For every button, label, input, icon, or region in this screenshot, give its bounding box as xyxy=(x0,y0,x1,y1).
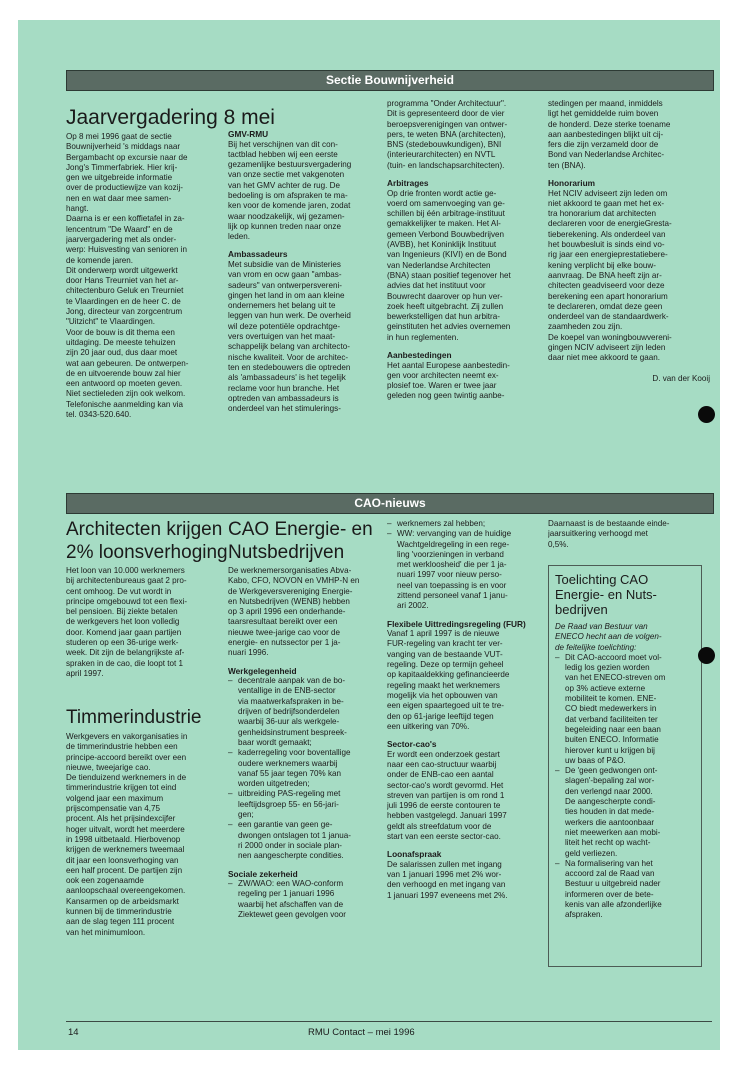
column-cao-4 xyxy=(548,519,710,559)
paragraph-ambassadeurs: Met subsidie van de Ministeries van vrom en ocw gaan "ambas- sadeurs" van ontwerpersvereni- gingen het land in om aan kleine ondernemers het belang uit te leggen van hun werk. De overheid wil deze potentiële opdrachtge- vers overtuigen van het maat- schappelijk belang van architecto- nische kwaliteit. Voor de architec- ten en stedebouwers die optreden als 'ambassadeurs' is het tegelijk reclame voor hun branche. Het optreden van ambassadeurs is onderdeel van het stimulerings- xyxy=(228,259,351,414)
headline-jaarvergadering: Jaarvergadering 8 mei xyxy=(66,106,275,129)
list-werkgelegenheid xyxy=(228,676,388,861)
paragraph-timmerindustrie: Werkgevers en vakorganisaties in de timmerindustrie hebben een principe-accoord bereikt over een nieuwe, tweejarige cao. De tienduizend werknemers in de timmerindustrie krijgen tot eind volgend jaar een maximum prijscompensatie van 4,75 procent. Als het prijsindexcijfer hoger uitvalt, wordt het meerdere in 1998 uitbetaald. Hierbovenop krijgen de werknemers tweemaal dit jaar een loonsverhoging van een half procent. De partijen zijn ook een zogenaamde aanloopschaal overeengekomen. Kansarmen op de arbeidsmarkt kunnen bij de timmerindustrie aan de slag tegen 111 procent van het minimumloon. xyxy=(66,732,188,937)
author-signature: D. van der Kooij xyxy=(652,373,710,383)
paragraph-cao-energie: De werknemersorganisaties Abva- Kabo, CFO, NOVON en VMHP-N en de Werkgeversvereniging Energie- en Nutsbedrijven (WENB) hebben op 3 april 1996 een onderhande- taarsresultaat bereikt over een nieuwe twee-jarige cao voor de energie- en nutssector per 1 ja- nuari 1996. xyxy=(228,566,360,658)
paragraph-architecten: Het loon van 10.000 werknemers bij architectenbureaus gaat 2 pro- cent omhoog. De vut wordt in principe omgebouwd tot een flexi- bel pensioen. Bij ziekte betalen de werkgevers het loon volledig door. Komend jaar gaan partijen studeren op een 36-urige werk- week. Dit zijn de belangrijkste af- spraken in de cao, die loopt tot 1 april 1997. xyxy=(66,566,188,678)
subheading-gmv-rmu: GMV-RMU xyxy=(228,129,269,139)
magazine-page xyxy=(18,20,720,1050)
list-item: – Na formalisering van het accoord zal de Raad van Bestuur u uitgebreid nader informeren over de bete- kenis van alle afzonderlijke afspraken. xyxy=(555,859,697,921)
column-cao-energie xyxy=(228,566,388,972)
paragraph-fur: Vanaf 1 april 1997 is de nieuwe FUR-regeling van kracht ter ver- vanging van de bestaande VUT- regeling. Deze op termijn geheel op kapitaaldekking gefinancieerde regeling maakt het werknemers mogelijk via het opbouwen van een eigen spaartegoed uit te tre- den op 61-jarige leeftijd tegen een uitkering van 70%. xyxy=(387,629,510,731)
sidebar-box-toelichting xyxy=(548,565,702,967)
list-item: – werknemers zal hebben; xyxy=(387,519,547,529)
list-sociale-zekerheid-cont xyxy=(387,519,547,612)
subheading-arbitrages: Arbitrages xyxy=(387,178,429,189)
subheading-fur: Flexibele Uittredingsregeling (FUR) xyxy=(387,618,526,629)
box-list xyxy=(555,653,697,921)
paragraph-loonafspraak: De salarissen zullen met ingang van 1 januari 1996 met 2% wor- den verhoogd en met ingang van 1 januari 1997 eveneens met 2%. xyxy=(387,859,508,900)
section-banner-cao-nieuws: CAO-nieuws xyxy=(66,493,714,514)
paragraph-aanbestedingen: Het aantal Europese aanbestedin- gen voor architecten neemt ex- plosief toe. Waren er twee jaar geleden nog geen twintig aanbe- xyxy=(387,360,510,401)
column-1 xyxy=(66,132,222,477)
publication-name: RMU Contact – mei 1996 xyxy=(308,1027,415,1038)
subheading-sociale-zekerheid: Sociale zekerheid xyxy=(228,868,298,879)
headline-architecten: Architecten krijgen 2% loonsverhoging xyxy=(66,519,228,563)
footer-rule xyxy=(66,1021,712,1022)
subheading-aanbestedingen: Aanbestedingen xyxy=(387,350,452,361)
column-2 xyxy=(228,129,386,487)
section-banner-bouwnijverheid: Sectie Bouwnijverheid xyxy=(66,70,714,91)
list-item: – Dit CAO-accoord moet vol- ledig los gezien worden van het ENECO-streven om op 3% actieve externe mobiliteit te komen. ENE- CO biedt medewerkers in dat verband faciliteiten ter begeleiding naar een baan buiten ENECO. Informatie hierover kunt u krijgen bij uw baas of P&O. xyxy=(555,653,697,766)
column-4 xyxy=(548,99,710,487)
column-3 xyxy=(387,99,545,487)
list-item: – een garantie van geen ge- dwongen ontslagen tot 1 janua- ri 2000 onder in sociale plan- nen aangescherpte condities. xyxy=(228,820,388,861)
box-content xyxy=(555,572,697,960)
subheading-loonafspraak: Loonafspraak xyxy=(387,849,442,860)
column-timmerindustrie xyxy=(66,732,224,968)
column-architecten xyxy=(66,566,224,696)
paragraph-eindejaarsuitkering: Daarnaast is de bestaande einde- jaarsuitkering verhoogd met 0,5%. xyxy=(548,519,670,549)
list-item: – decentrale aanpak van de bo- ventallige in de ENB-sector via maatwerkafspraken in be- drijven of bedrijfsonderdelen waarbij 36-uur als werkgele- genheidsinstrument bespreek- baar wordt gemaakt; xyxy=(228,676,388,748)
box-title: Toelichting CAO Energie- en Nuts- bedrijven xyxy=(555,572,657,617)
paragraph-honorarium: Het NCIV adviseert zijn leden om niet akkoord te gaan met het ex- tra honorarium dat architecten declareren voor de energieGresta- tieberekening. Als onderdeel van het bouwbesluit is sinds eind vo- rig jaar een energieprestatiebere- kening verplicht bij elke bouw- aanvraag. De BNA heeft zijn ar- chitecten geadviseerd voor deze berekening een apart honorarium te declareren, omdat deze geen onderdeel van de standaardwerk- zaamheden zou zijn. De koepel van woningbouwvereni- gingen NCIV adviseert zijn leden daar niet mee akkoord te gaan. xyxy=(548,188,672,363)
punch-hole-1 xyxy=(698,406,715,423)
subheading-sector-cao: Sector-cao's xyxy=(387,739,437,750)
list-item: – kaderregeling voor boventallige oudere werknemers waarbij vanaf 55 jaar tegen 70% kan worden uitgetreden; xyxy=(228,748,388,789)
paragraph-sector-cao: Er wordt een onderzoek gestart naar een cao-structuur waarbij onder de ENB-cao een aantal sector-cao's wordt gevormd. Het streven van partijen is om rond 1 juli 1996 de eerste contouren te hebben vastgelegd. Januari 1997 geldt als streefdatum voor de start van een eerste sector-cao. xyxy=(387,749,507,842)
list-item: – WW: vervanging van de huidige Wachtgeldregeling in een rege- ling 'voorzieningen in verband met werkloosheid' die per 1 ja- nuari 1997 voor nieuw perso- neel van toepassing is en voor zittend personeel vanaf 1 janu- ari 2002. xyxy=(387,529,547,611)
headline-cao-energie: CAO Energie- en Nutsbedrijven xyxy=(228,519,373,563)
headline-timmerindustrie: Timmerindustrie xyxy=(66,707,202,728)
paragraph-onder-architectuur: programma "Onder Architectuur". Dit is gepresenteerd door de vier beroepsverenigingen van ontwer- pers, te weten BNA (architecten), BNS (stedebouwkundigen), BNI (interieurarchitecten) en NVTL (tuin- en landschapsarchitecten). xyxy=(387,99,508,170)
page-number: 14 xyxy=(68,1027,79,1038)
subheading-honorarium: Honorarium xyxy=(548,178,596,189)
punch-hole-2 xyxy=(698,647,715,664)
box-intro: De Raad van Bestuur van ENECO hecht aan de volgen- de feitelijke toelichting: xyxy=(555,622,662,652)
column-cao-3 xyxy=(387,519,547,971)
paragraph-aanbestedingen-cont: stedingen per maand, inmiddels ligt het gemiddelde ruim boven de honderd. Deze sterke toename aan aanbestedingen blijkt uit cij- fers die zijn verzameld door de Bond van Nederlandse Architec- ten (BNA). xyxy=(548,99,671,170)
list-item: – De 'geen gedwongen ont- slagen'-bepaling zal wor- den verlengd naar 2000. De aangescherpte condi- ties houden in dat mede- werkers die aantoonbaar niet meewerken aan mobi- liteit het recht op wacht- geld verliezen. xyxy=(555,766,697,859)
subheading-werkgelegenheid: Werkgelegenheid xyxy=(228,665,297,676)
list-item: – ZW/WAO: een WAO-conform regeling per 1 januari 1996 waarbij het afschaffen van de Ziektewet geen gevolgen voor xyxy=(228,879,388,920)
paragraph-arbitrages: Op drie fronten wordt actie ge- voerd om samenvoeging van ge- schillen bij één arbitrage-instituut gemakkelijker te maken. Het Al- gemeen Verbond Bouwbedrijven (AVBB), het Koninklijk Instituut van Ingenieurs (KIVI) en de Bond van Nederlandse Architecten (BNA) staan positief tegenover het advies dat het instituut voor Bouwrecht daarover op hun ver- zoek heeft uitgebracht. Zij zullen bewerkstelligen dat hun arbitra- geinstituten het advies overnemen in hun reglementen. xyxy=(387,188,511,342)
subheading-ambassadeurs: Ambassadeurs xyxy=(228,249,288,260)
list-item: – uitbreiding PAS-regeling met leeftijdsgroep 55- en 56-jari- gen; xyxy=(228,789,388,820)
article-text: Op 8 mei 1996 gaat de sectie Bouwnijverheid 's middags naar Bergambacht op excursie naar de Jong's Timmerfabriek. Hier krij- gen we uitgebreide informatie over de productiewijze van kozij- nen en wat daar mee samen- hangt. Daarna is er een koffietafel in za- lencentrum "De Waard" en de jaarvergadering met als onder- werp: Huisvesting van senioren in de komende jaren. Dit onderwerp wordt uitgewerkt door Hans Treurniet van het ar- chitectenburo Geluk en Treurniet te Vlaardingen en de heer C. de Jong, directeur van zorgcentrum "Uitzicht" te Vlaardingen. Voor de bouw is dit thema een uitdaging. De meeste tehuizen zijn 20 jaar oud, dus daar moet wat aan gebeuren. De ontwerpen- de en uitvoerende bouw zal hier een antwoord op moeten geven. Niet sectieleden zijn ook welkom. Telefonische aanmelding kan via tel. 0343-520.640. xyxy=(66,132,189,420)
list-sociale-zekerheid xyxy=(228,879,388,920)
paragraph-gmv-rmu: Bij het verschijnen van dit con- tactblad hebben wij een eerste gezamenlijke bestuursvergadering van onze sectie met vakgenoten van het GMV achter de rug. De bedoeling is om afspraken te ma- ken voor de komende jaren, zodat waar noodzakelijk, wij gezamen- lijk op kunnen treden naar onze leden. xyxy=(228,139,352,242)
